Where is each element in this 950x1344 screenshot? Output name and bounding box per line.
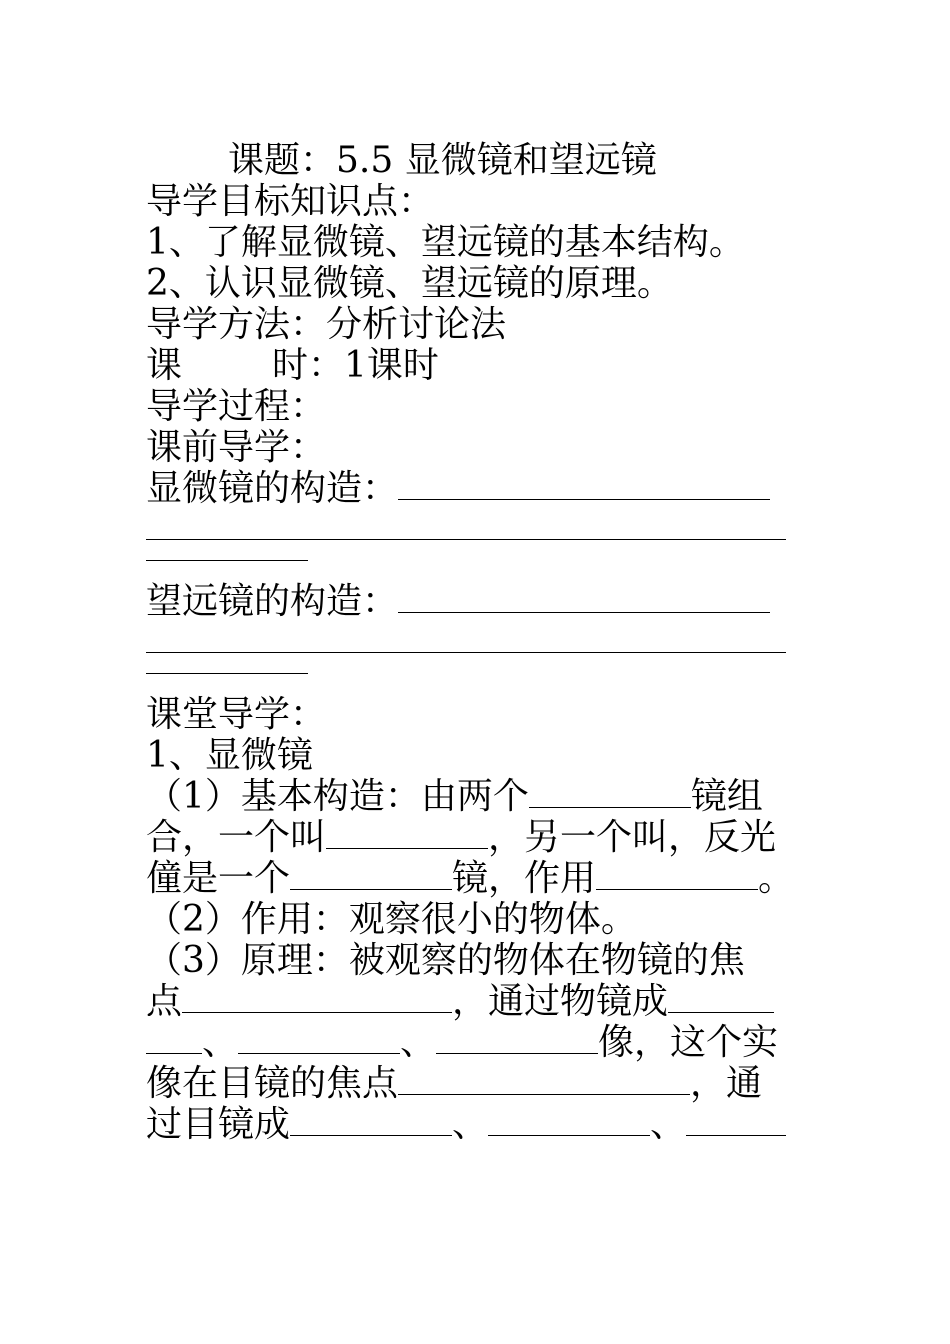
process-heading: 导学过程： (146, 386, 327, 427)
item-1-text-a: （1）基本构造：由两个 (146, 776, 529, 817)
item-3-text-b: 点 (146, 981, 183, 1022)
item-2-line: （2）作用：观察很小的物体。 (146, 899, 637, 940)
eyepiece-name-blank[interactable] (326, 818, 488, 849)
hours-label: 课 (146, 345, 183, 386)
item-3-text-f: 像，这个实 (598, 1022, 779, 1063)
objective-image-blank-2[interactable] (238, 1023, 400, 1054)
item-3-text-i: 过目镜成 (146, 1104, 291, 1145)
hours-line (146, 345, 816, 386)
objective-image-blank-1-cont[interactable] (146, 1023, 202, 1054)
microscope-structure-blank[interactable] (398, 469, 770, 500)
objective-1: 1、了解显微镜、望远镜的基本结构。 (146, 222, 745, 263)
eyepiece-focus-blank[interactable] (398, 1064, 690, 1095)
item-1-line-3 (146, 858, 816, 899)
item-3-text-j: 、 (452, 1104, 489, 1145)
telescope-structure-label: 望远镜的构造： (146, 581, 399, 622)
microscope-structure-label: 显微镜的构造： (146, 468, 399, 509)
item-3-text-e: 、 (400, 1022, 437, 1063)
objective-image-blank-1[interactable] (668, 982, 774, 1013)
eyepiece-image-blank-2[interactable] (488, 1105, 650, 1136)
item-3-text-h: ，通 (690, 1063, 763, 1104)
telescope-structure-rule-2[interactable] (146, 653, 816, 694)
preclass-heading: 课前导学： (146, 427, 327, 468)
inclass-heading: 课堂导学： (146, 694, 327, 735)
lens-count-blank[interactable] (529, 777, 691, 808)
eyepiece-image-blank-3[interactable] (686, 1105, 786, 1136)
item-1-text-f: 镜，作用 (452, 858, 597, 899)
item-3-line-1: （3）原理：被观察的物体在物镜的焦 (146, 940, 745, 981)
item-3-text-d: 、 (202, 1022, 239, 1063)
telescope-structure-rule-1[interactable] (146, 622, 786, 653)
microscope-structure-rule-2[interactable] (146, 540, 816, 581)
item-1-line-2 (146, 817, 816, 858)
item-1-line-1 (146, 776, 816, 817)
item-3-line-5 (146, 1104, 816, 1145)
item-3-text-g: 像在目镜的焦点 (146, 1063, 399, 1104)
mirror-type-blank[interactable] (290, 859, 452, 890)
mirror-function-blank[interactable] (596, 859, 758, 890)
microscope-structure-line (146, 468, 816, 509)
item-3-line-3 (146, 1022, 816, 1063)
hours-value: 时：1课时 (272, 345, 439, 386)
item-1-text-b: 镜组 (690, 776, 763, 817)
item-1-text-c: 合，一个叫 (146, 817, 327, 858)
objective-image-blank-3[interactable] (436, 1023, 598, 1054)
item-3-line-4 (146, 1063, 816, 1104)
item-1-text-d: ，另一个叫，反光 (488, 817, 777, 858)
objective-focus-blank[interactable] (182, 982, 452, 1013)
section-1-heading: 1、显微镜 (146, 735, 313, 776)
title-text: 课题：5.5 显微镜和望远镜 (228, 140, 657, 181)
item-3-line-2 (146, 981, 816, 1022)
microscope-structure-rule-1[interactable] (146, 509, 786, 540)
item-3-text-c: ，通过物镜成 (452, 981, 669, 1022)
item-1-text-g: 。 (758, 858, 795, 899)
telescope-structure-line (146, 581, 816, 622)
worksheet-content (146, 140, 816, 1145)
objective-2: 2、认识显微镜、望远镜的原理。 (146, 263, 673, 304)
method-line: 导学方法：分析讨论法 (146, 304, 507, 345)
page-title (146, 140, 816, 181)
eyepiece-image-blank-1[interactable] (290, 1105, 452, 1136)
objectives-heading: 导学目标知识点： (146, 181, 435, 222)
item-3-text-k: 、 (650, 1104, 687, 1145)
item-1-text-e: 僮是一个 (146, 858, 291, 899)
telescope-structure-blank[interactable] (398, 582, 770, 613)
